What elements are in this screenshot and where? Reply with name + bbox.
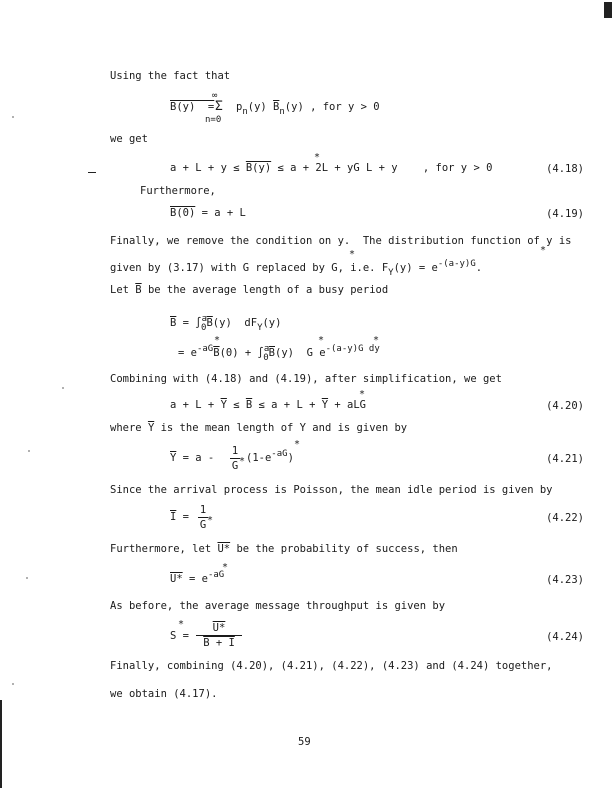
star-superscript: * [373, 335, 380, 346]
text-line: we get [110, 133, 148, 145]
equation-b-rhs: pn(y) $\overline{B}n(y)$ , for y > 0 [236, 101, 380, 117]
star-superscript: * [349, 249, 356, 260]
scan-speck [28, 450, 30, 452]
equation-number: (4.23) [546, 574, 584, 586]
sum-symbol: Σ [215, 99, 223, 114]
fraction-1-over-g: $\frac{1}{G}$ [231, 445, 239, 472]
text-line: where $\overline{Y}$ is the mean length of Y and is given by [110, 422, 408, 434]
text-line: As before, the average message throughput is given by [110, 600, 446, 612]
equation-number: (4.19) [546, 208, 584, 220]
star-superscript: * [318, 335, 325, 346]
scan-speck [62, 387, 64, 389]
page-edge-mark [604, 2, 612, 18]
text-line: Combining with (4.18) and (4.19), after simplification, we get [110, 373, 502, 385]
star-superscript: * [214, 335, 221, 346]
text-line: we obtain (4.17). [110, 688, 218, 700]
page-edge-mark [0, 700, 2, 788]
fraction-1-over-g: $\frac{1}{G}$ [199, 504, 207, 531]
star-superscript: * [207, 515, 214, 526]
sum-lower-limit: n=0 [205, 115, 222, 125]
text-line: given by (3.17) with G replaced by G, i.e. FY(y) = e-(a-y)G. [110, 259, 483, 278]
equation-4-21: $\overline{Y} = a$ - [170, 452, 221, 464]
sum-upper-limit: ∞ [212, 91, 218, 101]
equation-4-24: S = [170, 630, 196, 642]
equation-4-20: $a + L + \overline{Y} \le \overline{B} \le a + L + \overline{Y}$ + aLG [170, 399, 367, 411]
equation-number: (4.21) [546, 453, 584, 465]
equation-number: (4.22) [546, 512, 584, 524]
star-superscript: * [294, 439, 301, 450]
equation-4-22: $\overline{I}$ = [170, 511, 196, 523]
equation-number: (4.18) [546, 163, 584, 175]
text-line: Furthermore, let U* be the probability of success, then [110, 543, 458, 555]
page-number: 59 [298, 736, 311, 748]
margin-mark [88, 172, 96, 173]
text-line: Furthermore, [140, 185, 216, 197]
text-line: Let $\overline{B}$ be the average length of a busy period [110, 284, 389, 296]
text-line: Finally, combining (4.20), (4.21), (4.22), (4.23) and (4.24) together, [110, 660, 553, 672]
equation-number: (4.20) [546, 400, 584, 412]
text-line: Using the fact that [110, 70, 231, 82]
scan-speck [12, 116, 14, 118]
star-superscript: * [222, 562, 229, 573]
star-superscript: * [540, 245, 547, 256]
equation-4-21-rest: (1-e-aG) [246, 449, 294, 464]
equation-b-of-y: B(y) = [170, 101, 215, 113]
equation-4-19: B(0) = a + L [170, 207, 246, 219]
equation-b-integral: $\overline{B} = \int a0\overline{B}(y)$ dFY(y) [170, 314, 282, 333]
star-superscript: * [314, 152, 321, 163]
text-line: Finally, we remove the condition on y. The distribution function of y is [110, 235, 572, 247]
fraction-u-over-b-plus-i: $\frac{U*}{B + I}$ [196, 623, 242, 648]
star-superscript: * [178, 619, 185, 630]
equation-b-expanded: = $e-aG\overline{B}(0) + \int a0\overline{B}(y)$ G e-(a-y)G dy [178, 344, 380, 363]
equation-4-18: a + L + y ≤ B(y) ≤ a + 2L + yG L + y , for y > 0 [170, 162, 493, 174]
equation-4-23: U* = e-aG [170, 570, 225, 585]
equation-number: (4.24) [546, 631, 584, 643]
star-superscript: * [239, 456, 246, 467]
star-superscript: * [359, 389, 366, 400]
scan-speck [26, 577, 28, 579]
text-line: Since the arrival process is Poisson, the mean idle period is given by [110, 484, 553, 496]
scan-speck [12, 683, 14, 685]
